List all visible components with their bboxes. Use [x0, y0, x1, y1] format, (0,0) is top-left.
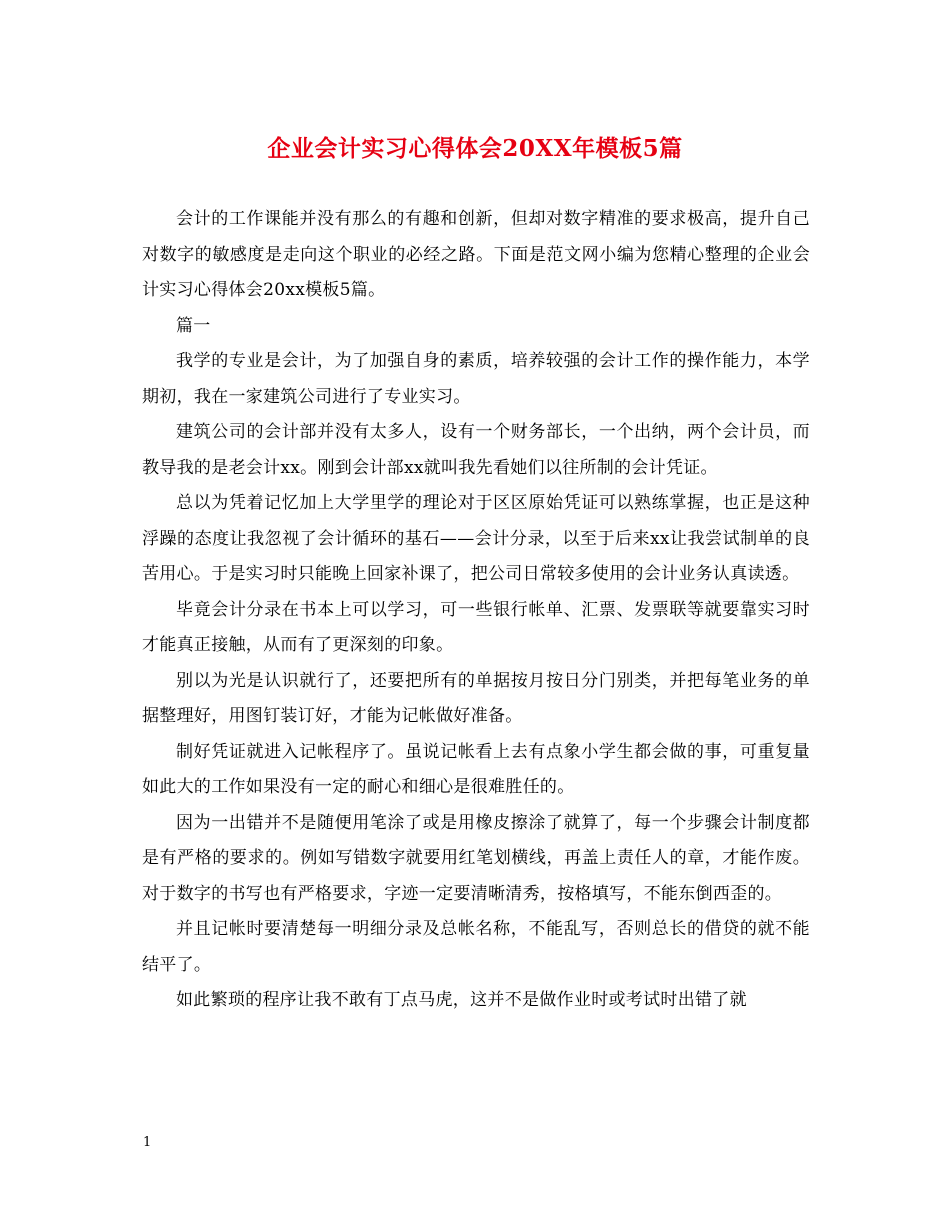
section-heading-part-one: 篇一: [176, 315, 211, 336]
document-title: 企业会计实习心得体会20XX年模板5篇: [267, 135, 683, 162]
paragraph: 毕竟会计分录在书本上可以学习，可一些银行帐单、汇票、发票联等就要靠实习时才能真正接触，从而有了更深刻的印象。: [142, 599, 810, 655]
paragraph: 并且记帐时要清楚每一明细分录及总帐名称，不能乱写，否则总长的借贷的就不能结平了。: [142, 919, 810, 975]
paragraph: 别以为光是认识就行了，还要把所有的单据按月按日分门别类，并把每笔业务的单据整理好，用图钉装订好，才能为记帐做好准备。: [142, 670, 810, 726]
document-body: [142, 202, 810, 1019]
paragraph: 我学的专业是会计，为了加强自身的素质，培养较强的会计工作的操作能力，本学期初，我在一家建筑公司进行了专业实习。: [142, 351, 810, 407]
paragraph: 制好凭证就进入记帐程序了。虽说记帐看上去有点象小学生都会做的事，可重复量如此大的工作如果没有一定的耐心和细心是很难胜任的。: [142, 741, 810, 797]
page-number: 1: [143, 1135, 152, 1150]
paragraph: 如此繁琐的程序让我不敢有丁点马虎，这并不是做作业时或考试时出错了就: [176, 990, 747, 1010]
paragraph: 建筑公司的会计部并没有太多人，设有一个财务部长，一个出纳，两个会计员，而教导我的是老会计xx。刚到会计部xx就叫我先看她们以往所制的会计凭证。: [142, 422, 810, 478]
paragraph: 总以为凭着记忆加上大学里学的理论对于区区原始凭证可以熟练掌握，也正是这种浮躁的态度让我忽视了会计循环的基石——会计分录，以至于后来xx让我尝试制单的良苦用心。于是实习时只能晚上回家补课了，把公司日常较多使用的会计业务认真读透。: [142, 493, 810, 584]
paragraph-intro: 会计的工作课能并没有那么的有趣和创新，但却对数字精准的要求极高，提升自己对数字的敏感度是走向这个职业的必经之路。下面是范文网小编为您精心整理的企业会计实习心得体会20xx模板5篇。: [142, 209, 810, 300]
paragraph: 因为一出错并不是随便用笔涂了或是用橡皮擦涂了就算了，每一个步骤会计制度都是有严格的要求的。例如写错数字就要用红笔划横线，再盖上责任人的章，才能作废。对于数字的书写也有严格要求，字迹一定要清晰清秀，按格填写，不能东倒西歪的。: [142, 812, 810, 904]
